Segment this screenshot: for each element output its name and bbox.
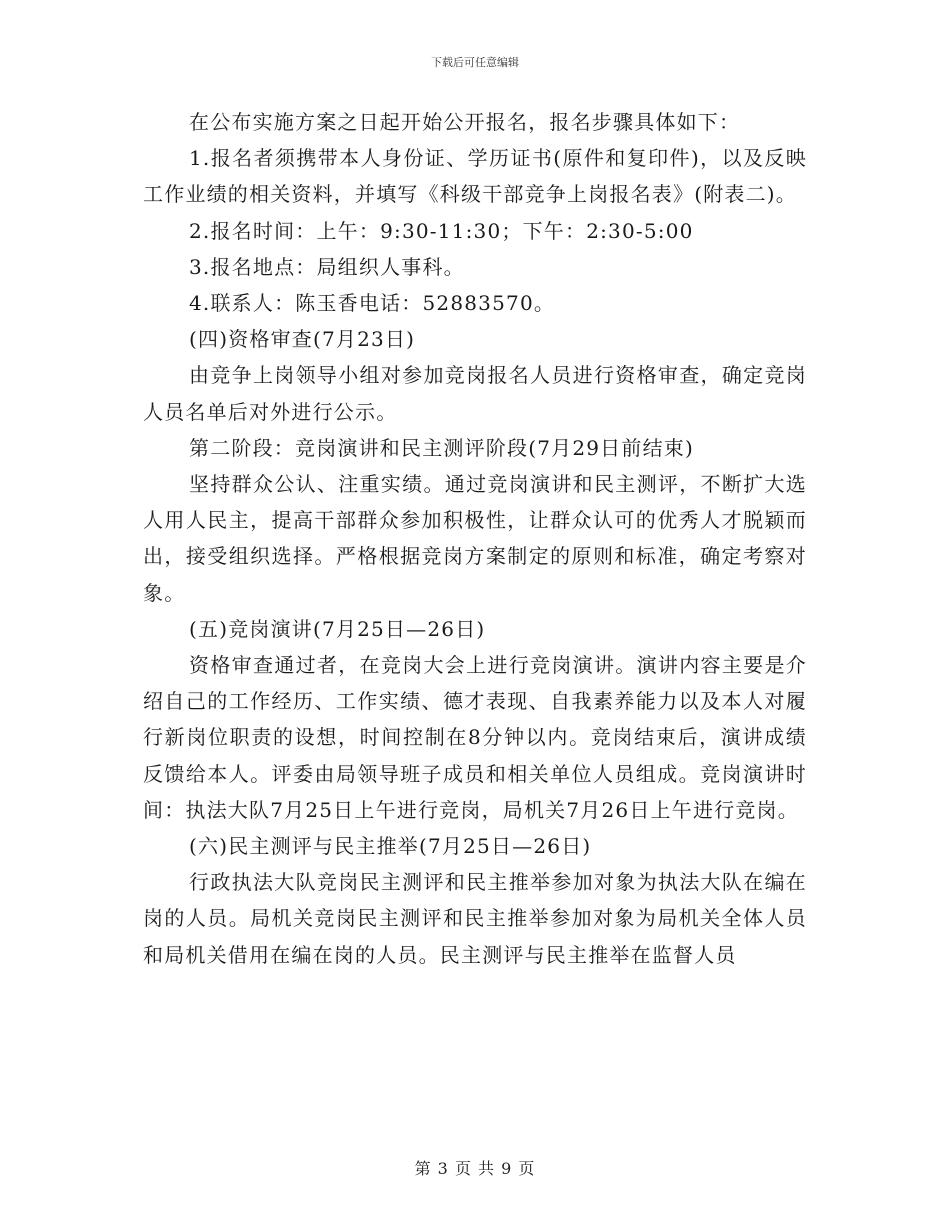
paragraph-step-1: 1.报名者须携带本人身份证、学历证书(原件和复印件)，以及反映工作业绩的相关资料，并填写《科级干部竞争上岗报名表》(附表二)。 xyxy=(143,146,807,207)
page-number: 第 3 页 共 9 页 xyxy=(414,1159,536,1178)
paragraph-step-4: 4.联系人：陈玉香电话：52883570。 xyxy=(189,291,556,316)
section-heading-speech: (五)竞岗演讲(7月25日—26日) xyxy=(189,616,486,641)
paragraph-step-2: 2.报名时间：上午：9:30-11:30；下午：2:30-5:00 xyxy=(189,218,694,243)
paragraph-stage-two: 坚持群众公认、注重实绩。通过竞岗演讲和民主测评，不断扩大选人用人民主，提高干部群众参加积极性，让群众认可的优秀人才脱颖而出，接受组织选择。严格根据竞岗方案制定的原则和标准，确定考察对象。 xyxy=(143,472,807,605)
paragraph-qualification-review: 由竞争上岗领导小组对参加竞岗报名人员进行资格审查，确定竞岗人员名单后对外进行公示。 xyxy=(143,363,807,424)
paragraph-speech: 资格审查通过者，在竞岗大会上进行竞岗演讲。演讲内容主要是介绍自己的工作经历、工作实绩、德才表现、自我素养能力以及本人对履行新岗位职责的设想，时间控制在8分钟以内。竞岗结束后，演讲成绩反馈给本人。评委由局领导班子成员和相关单位人员组成。竞岗演讲时间：执法大队7月25日上午进行竞岗，局机关7月26日上午进行竞岗。 xyxy=(143,653,807,822)
section-heading-democratic-evaluation: (六)民主测评与民主推举(7月25日—26日) xyxy=(189,834,592,859)
paragraph-step-3: 3.报名地点：局组织人事科。 xyxy=(189,254,465,279)
document-body xyxy=(143,104,807,973)
paragraph-democratic-evaluation: 行政执法大队竞岗民主测评和民主推举参加对象为执法大队在编在岗的人员。局机关竞岗民主测评和民主推举参加对象为局机关全体人员和局机关借用在编在岗的人员。民主测评与民主推举在监督人员 xyxy=(143,870,807,967)
section-heading-qualification-review: (四)资格审查(7月23日) xyxy=(189,327,416,352)
paragraph-registration-intro: 在公布实施方案之日起开始公开报名，报名步骤具体如下： xyxy=(189,110,741,134)
section-heading-stage-two: 第二阶段：竞岗演讲和民主测评阶段(7月29日前结束) xyxy=(189,435,694,460)
page-header-note: 下载后可任意编辑 xyxy=(431,56,519,69)
